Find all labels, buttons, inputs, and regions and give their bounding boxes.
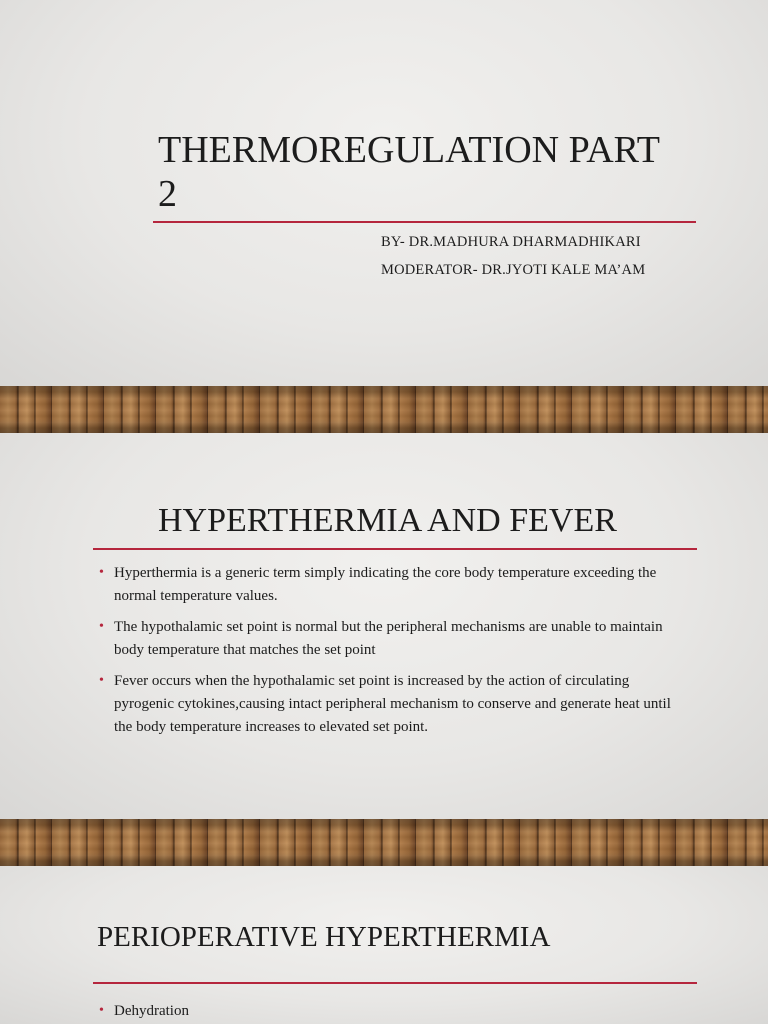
wood-floor-divider-2 <box>0 819 768 866</box>
slide-3 <box>0 866 768 1024</box>
slide-1-title-rule <box>153 221 696 223</box>
bullet-icon: • <box>99 619 104 634</box>
bullet-text: Dehydration <box>114 1003 189 1019</box>
list-item <box>96 670 682 739</box>
wood-floor-divider-1 <box>0 386 768 433</box>
slide-2-title-rule <box>93 548 697 550</box>
bullet-text: Fever occurs when the hypothalamic set point is increased by the action of circulating pyrogenic cytokines,causing intact peripheral mechanism to conserve and generate heat until the body temperature increases to elevated set point. <box>114 673 671 735</box>
bullet-icon: • <box>99 1003 104 1018</box>
list-item <box>96 1000 682 1023</box>
list-item <box>96 616 682 662</box>
slide-2-bullet-list <box>96 562 682 747</box>
presenter-line: BY- DR.MADHURA DHARMADHIKARI <box>381 234 641 250</box>
slide-1-title: THERMOREGULATION PART 2 <box>158 129 660 215</box>
slide-3-title-rule <box>93 982 697 984</box>
bullet-text: The hypothalamic set point is normal but the peripheral mechanisms are unable to maintain body temperature that matches the set point <box>114 619 663 658</box>
slide-3-title: PERIOPERATIVE HYPERTHERMIA <box>97 921 551 953</box>
bullet-icon: • <box>99 673 104 688</box>
slide-3-bullet-list <box>96 1000 682 1024</box>
list-item <box>96 562 682 608</box>
slide-2-title: HYPERTHERMIA AND FEVER <box>158 502 617 539</box>
moderator-line: MODERATOR- DR.JYOTI KALE MA’AM <box>381 262 646 278</box>
bullet-icon: • <box>99 565 104 580</box>
slide-2 <box>0 433 768 819</box>
slide-1 <box>0 0 768 386</box>
bullet-text: Hyperthermia is a generic term simply indicating the core body temperature exceeding the normal temperature values. <box>114 565 657 604</box>
